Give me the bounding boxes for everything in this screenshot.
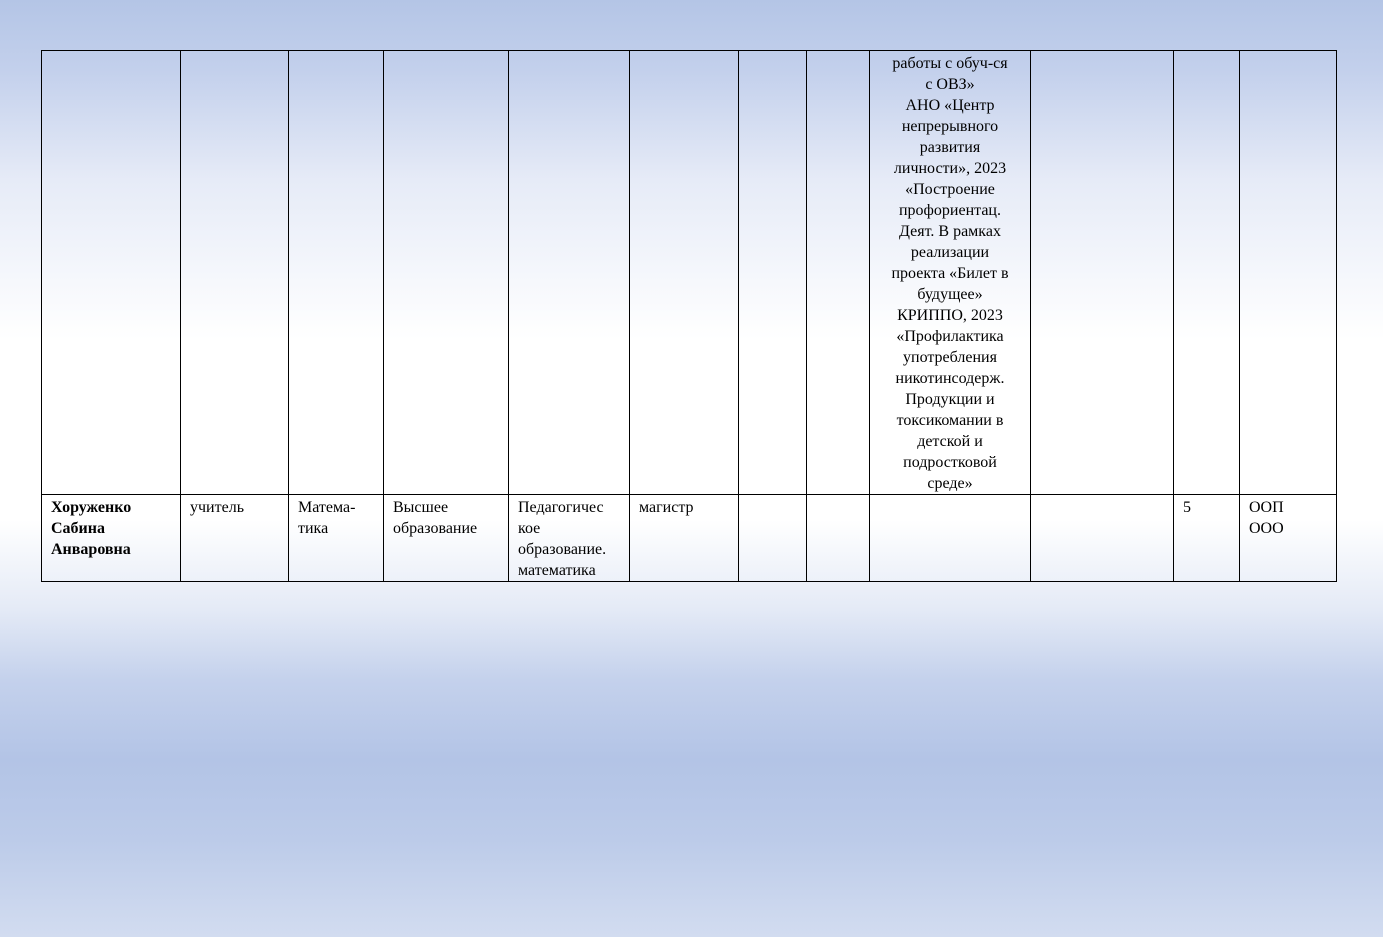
cell-training-continued [870,51,1031,495]
education-line: Высшее [393,499,449,516]
cell-training [870,495,1031,582]
education-line: образование [393,520,478,537]
specialty-line: кое [518,520,541,537]
cell-education-empty [384,51,509,495]
cell-specialty [509,495,630,582]
table-row-teacher [42,495,1337,582]
training-line: подростковой [903,454,997,471]
cell-specialty-empty [509,51,630,495]
specialty-line: образование. [518,541,607,558]
name-line: Сабина [51,520,105,537]
training-line: «Построение [905,181,995,198]
training-line: реализации [910,244,990,261]
training-line: детской и [917,433,983,450]
training-line: никотинсодерж. [895,370,1005,387]
cell-title-empty [807,51,870,495]
subject-line: Матема- [298,499,356,516]
name-line: Анваровна [51,541,131,558]
cell-teacher-name [42,495,181,582]
training-line: КРИППО, 2023 [897,307,1003,324]
program-line: ООО [1249,520,1284,537]
cell-title [807,495,870,582]
cell-position-empty [181,51,289,495]
training-line: токсикомании в [896,412,1004,429]
training-line: проекта «Билет в [891,265,1009,282]
training-line: Деят. В рамках [899,223,1001,240]
specialty-line: Педагогичес [518,499,604,516]
training-line: с ОВЗ» [925,76,975,93]
training-line: Продукции и [905,391,995,408]
training-line: профориентац. [898,202,1001,219]
name-line: Хоруженко [51,499,132,516]
qualification-text: магистр [639,499,694,516]
program-line: ООП [1249,499,1284,516]
cell-subject-empty [289,51,384,495]
cell-degree-empty [739,51,807,495]
cell-program [1240,495,1337,582]
cell-qualification [630,495,739,582]
training-line: развития [919,139,981,156]
cell-degree [739,495,807,582]
training-line: «Профилактика [896,328,1004,345]
cell-experience-specialty-empty [1174,51,1240,495]
cell-experience-total [1031,495,1174,582]
cell-program-empty [1240,51,1337,495]
cell-position [181,495,289,582]
cell-name-empty [42,51,181,495]
training-line: среде» [927,475,973,492]
training-line: работы с обуч-ся [892,55,1008,72]
specialty-line: математика [518,562,596,579]
staff-table [41,50,1337,582]
training-line: личности», 2023 [893,160,1007,177]
position-text: учитель [190,499,244,516]
training-line: АНО «Центр [905,97,995,114]
cell-qualification-empty [630,51,739,495]
training-line: будущее» [917,286,983,303]
cell-experience-specialty [1174,495,1240,582]
cell-experience-total-empty [1031,51,1174,495]
experience-specialty-value: 5 [1183,499,1191,516]
cell-education [384,495,509,582]
cell-subject [289,495,384,582]
training-line: непрерывного [901,118,999,135]
subject-line: тика [298,520,329,537]
table-row-continuation [42,51,1337,495]
training-line: употребления [903,349,997,366]
